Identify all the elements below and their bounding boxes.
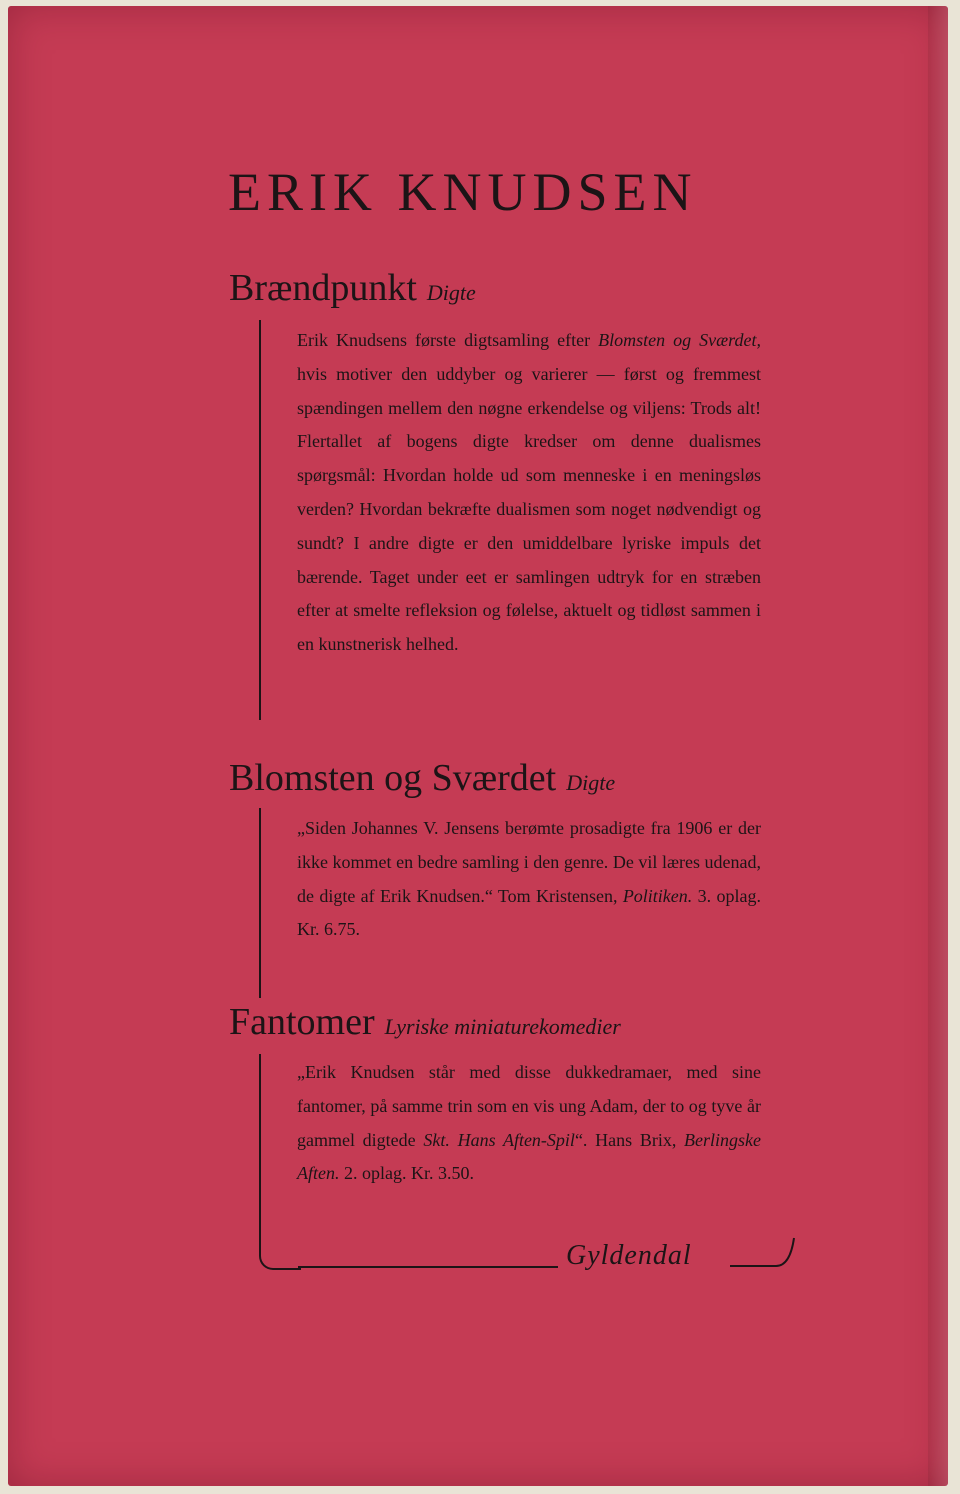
book-title: Blomsten og Sværdet [229,757,557,799]
book-title: Brændpunkt [229,267,417,309]
section-rule-3 [259,1054,261,1222]
book-heading-blomsten-og-svaerdet [229,756,615,800]
book-description-fantomer: „Erik Knudsen står med disse dukkedramaer, med sine fantomer, på samme trin som en vis ung Adam, der to og tyve år gammel digtede Skt. Hans Aften-Spil“. Hans Brix, Berlingske Aften. 2. oplag. Kr. 3.50. [297,1062,762,1184]
book-genre: Lyriske miniaturekomedier [384,1014,621,1039]
rule-corner [259,1220,301,1270]
book-title: Fantomer [229,1001,375,1043]
book-description-braendpunkt: Erik Knudsens første digtsamling efter Blomsten og Sværdet, hvis motiver den uddyber og varierer — først og fremmest spændingen mellem den nøgne erkendelse og viljens: Trods alt! Flertallet af bogens digte kredser om denne dualismes spørgsmål: Hvordan holde ud som menneske i en meningsløs verden? Hvordan bekræfte dualismen som noget nødvendigt og sundt? I andre digte er den umiddelbare lyriske impuls det bærende. Taget under eet er samlingen udtryk for en stræben efter at smelte refleksion og følelse, aktuelt og tidløst sammen i en kunstnerisk helhed. [297,330,762,655]
author-name: ERIK KNUDSEN [228,162,698,222]
book-description-blomsten-og-svaerdet: „Siden Johannes V. Jensens berømte prosadigte fra 1906 er der ikke kommet en bedre samling i den genre. De vil læres udenad, de digte af Erik Knudsen.“ Tom Kristensen, Politiken. 3. oplag. Kr. 6.75. [297,818,761,940]
book-heading-braendpunkt [229,266,476,310]
section-rule-2 [259,808,261,998]
book-genre: Digte [426,280,476,305]
cover-edge [928,6,948,1486]
publisher-name: Gyldendal [566,1240,692,1271]
book-heading-fantomer [229,1000,621,1044]
section-rule-1 [259,320,261,720]
book-back-cover [8,6,948,1486]
book-genre: Digte [566,770,616,795]
bottom-rule [298,1266,558,1268]
end-flourish [728,1234,798,1274]
